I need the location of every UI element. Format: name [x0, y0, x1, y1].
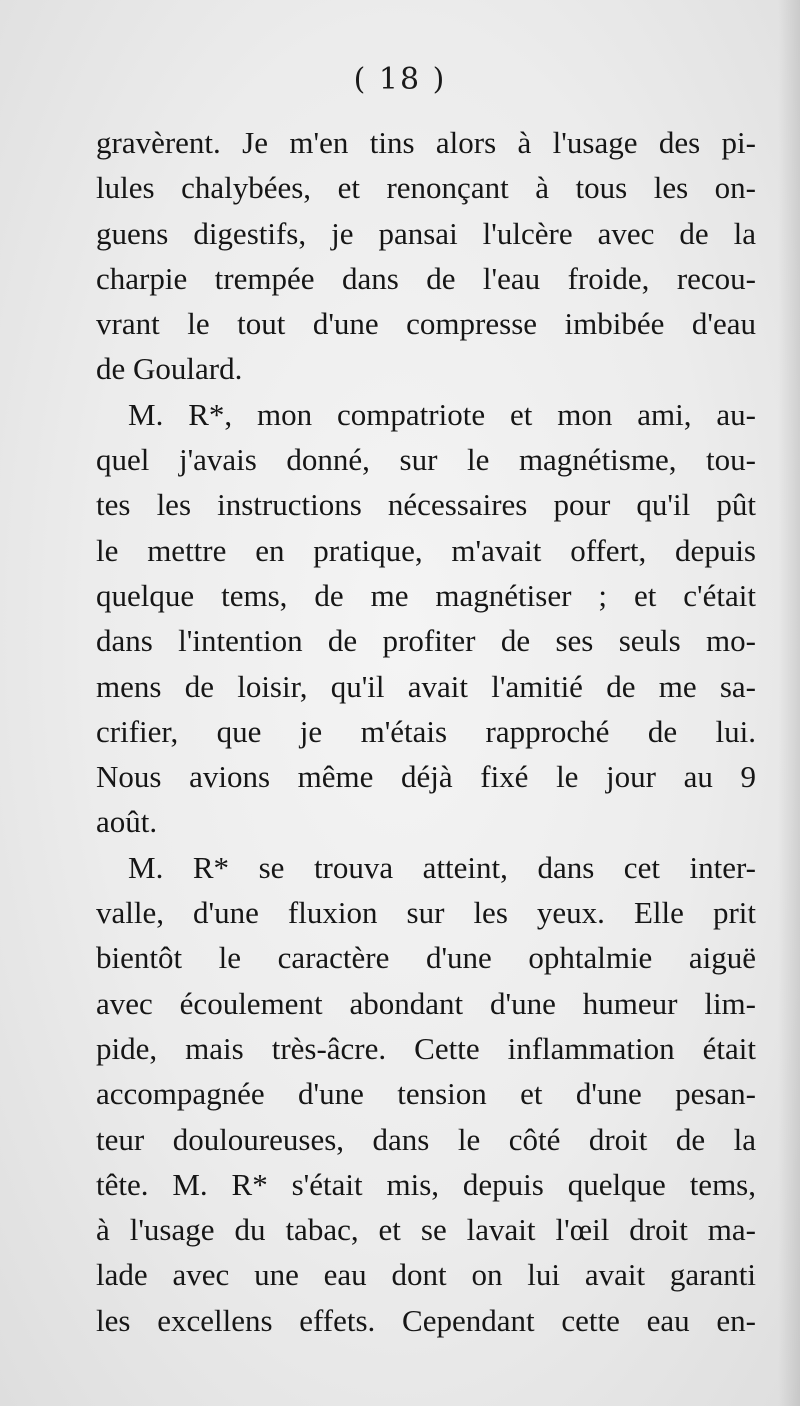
text-line: valle, d'une fluxion sur les yeux. Elle prit	[96, 895, 756, 931]
text-line: lules chalybées, et renonçant à tous les on-	[96, 170, 756, 206]
text-line: tête. M. R* s'était mis, depuis quelque tems,	[96, 1166, 756, 1202]
text-line: accompagnée d'une tension et d'une pesan-	[96, 1076, 756, 1112]
text-line: de Goulard.	[96, 351, 243, 387]
text-line: guens digestifs, je pansai l'ulcère avec de la	[96, 215, 756, 251]
text-line: gravèrent. Je m'en tins alors à l'usage des pi-	[96, 125, 756, 160]
text-line: vrant le tout d'une compresse imbibée d'eau	[96, 306, 756, 342]
text-line: tes les instructions nécessaires pour qu'il pût	[96, 487, 756, 523]
text-line: août.	[96, 804, 158, 840]
text-line: Nous avions même déjà fixé le jour au 9	[96, 759, 756, 795]
text-line: le mettre en pratique, m'avait offert, depuis	[96, 532, 756, 568]
text-line: pide, mais très-âcre. Cette inflammation était	[96, 1030, 756, 1066]
paragraph-start-line: M. R*, mon compatriote et mon ami, au-	[128, 396, 756, 432]
page-number: ( 18 )	[353, 62, 447, 97]
text-line: quelque tems, de me magnétiser ; et c'était	[96, 577, 756, 613]
page-edge-shadow	[778, 0, 800, 1406]
text-line: dans l'intention de profiter de ses seuls mo-	[96, 623, 756, 659]
body-text	[96, 120, 756, 1343]
text-line: quel j'avais donné, sur le magnétisme, tou-	[96, 442, 756, 478]
text-line: teur douloureuses, dans le côté droit de la	[96, 1121, 756, 1157]
text-line: les excellens effets. Cependant cette eau en-	[96, 1302, 756, 1338]
text-line: crifier, que je m'étais rapproché de lui.	[96, 713, 756, 749]
paragraph-start-line: M. R* se trouva atteint, dans cet inter-	[128, 849, 756, 885]
text-line: à l'usage du tabac, et se lavait l'œil droit ma-	[96, 1212, 756, 1248]
text-line: avec écoulement abondant d'une humeur lim-	[96, 985, 756, 1021]
text-line: bientôt le caractère d'une ophtalmie aiguë	[96, 940, 756, 976]
text-line: mens de loisir, qu'il avait l'amitié de me sa-	[96, 668, 756, 704]
text-line: lade avec une eau dont on lui avait garanti	[96, 1257, 756, 1293]
text-line: charpie trempée dans de l'eau froide, recou-	[96, 260, 756, 296]
